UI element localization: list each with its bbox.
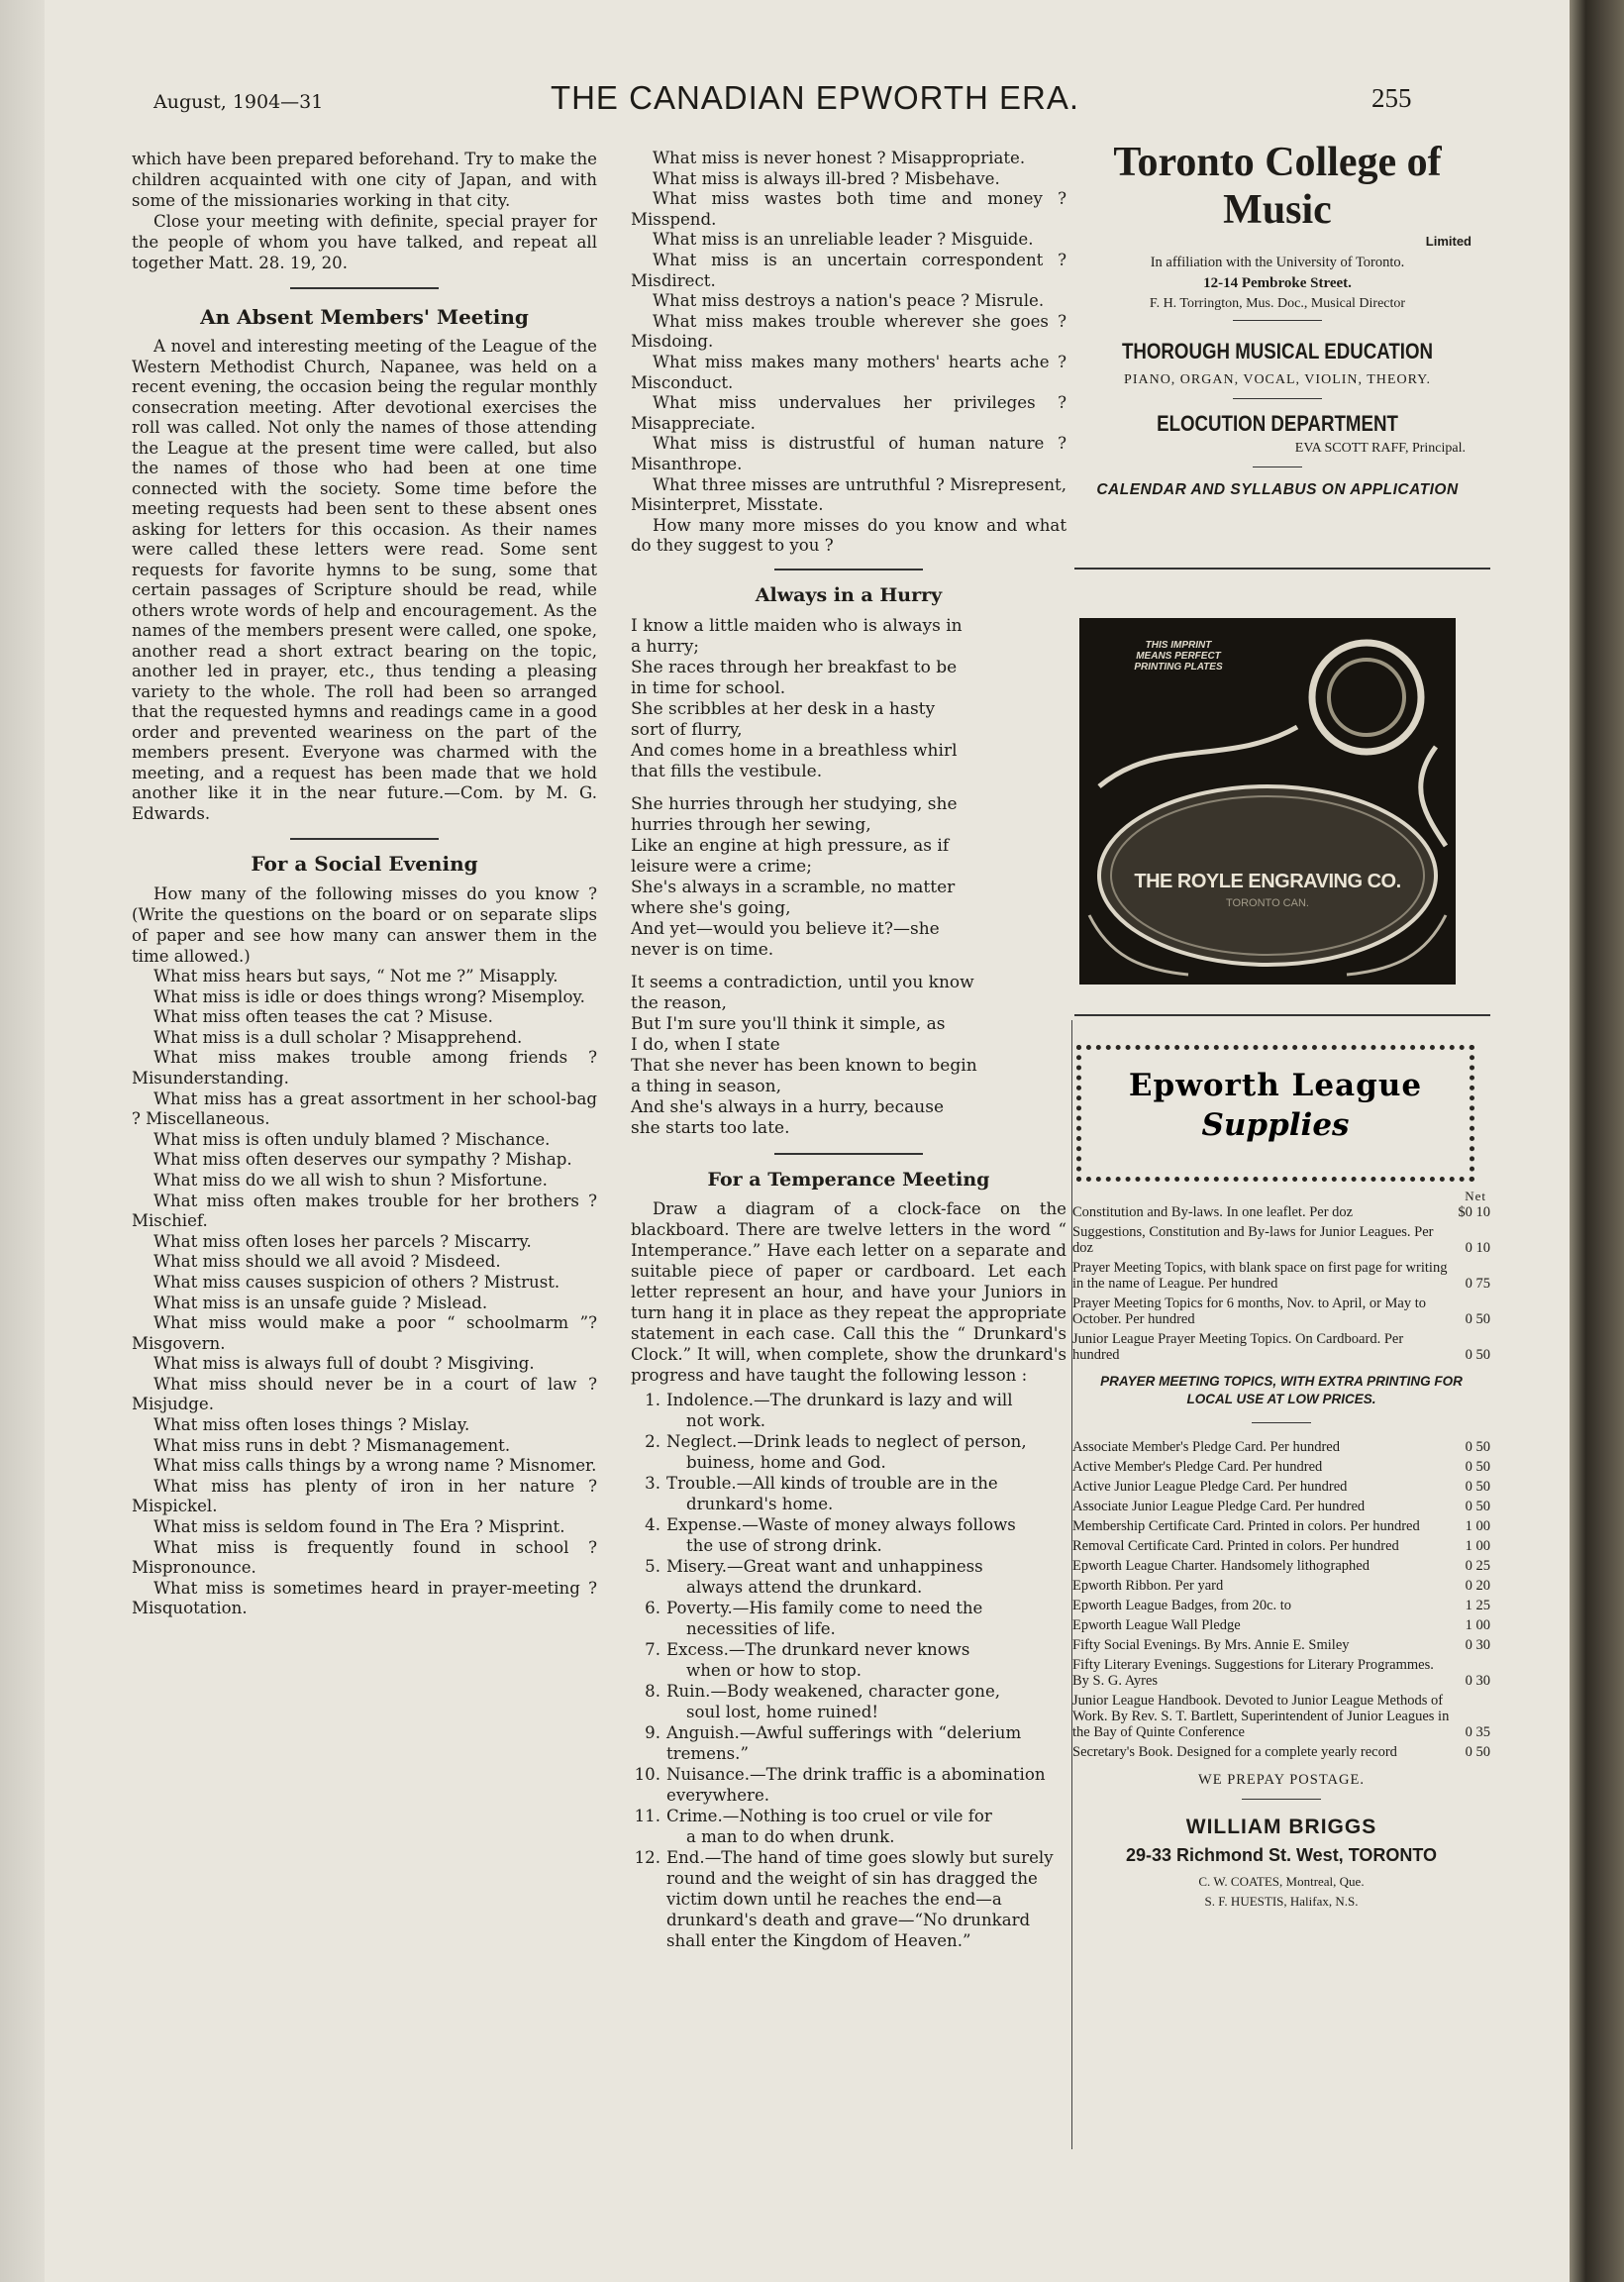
poem-line: where she's going, (631, 897, 791, 918)
clock-item (631, 1806, 1066, 1847)
clock-item-text (666, 1598, 1066, 1639)
social-questions-continued (631, 149, 1066, 557)
price-item-description: Epworth League Charter. Handsomely lithographed (1072, 1558, 1370, 1574)
clock-item (631, 1390, 1066, 1431)
poem-line: She scribbles at her desk in a hasty (631, 698, 936, 719)
poem-line: And yet—would you believe it?—she (631, 918, 940, 939)
social-question: What miss do we all wish to shun ? Misfortune. (153, 1170, 548, 1190)
price-item (1072, 1617, 1490, 1633)
toronto-college-limited: Limited (1425, 234, 1472, 249)
clock-item (631, 1681, 1066, 1722)
social-question: What miss is seldom found in The Era ? Misprint. (153, 1517, 565, 1537)
affiliation-text: In affiliation with the University of Toronto. (1150, 255, 1405, 270)
price-item-description: Associate Junior League Pledge Card. Per hundred (1072, 1499, 1366, 1514)
clock-item (631, 1847, 1066, 1951)
absent-members-heading: An Absent Members' Meeting (200, 305, 529, 329)
divider (774, 569, 923, 570)
poem-line: She races through her breakfast to be (631, 657, 958, 677)
social-question: How many more misses do you know and what do they suggest to you ? (631, 515, 1066, 556)
clock-item-number: 10. (634, 1764, 660, 1784)
social-question: What miss calls things by a wrong name ? Misnomer. (153, 1456, 597, 1476)
drunkards-clock-list (631, 1390, 1066, 1951)
price-item (1072, 1331, 1490, 1363)
poem-line: But I'm sure you'll think it simple, as (631, 1013, 946, 1034)
absent-members-body: A novel and interesting meeting of the League of the Western Methodist Church, Napanee, was held on a recent evening, the occasion being the regular monthly consecration meeting. After devotional exercises the roll was called. Not only the names of those attending the League at the present time were called, but also the names of those who had been at one time connected with the society. Some time before the meeting requests had been sent to these absent ones asking for letters for this occasion. As their names were called these letters were read. Some sent requests for favorite hymns to be sung, some that certain passages of Scripture should be read, while others wrote words of help and encouragement. As the names of the members present were called, one spoke, another read a short extract bearing on the topic, another led in prayer, etc., thus tending a pleasing variety to the whole. The roll had been so arranged that the requested hymns and readings came in a good order and prevented weariness on the part of the members present. Everyone was charmed with the meeting, and a request has been made that we hold another like it in the near future.—Com. by M. G. Edwards. (132, 337, 597, 823)
clock-item-line: Trouble.—All kinds of trouble are in the (666, 1473, 998, 1493)
price-item (1072, 1479, 1490, 1495)
price-item-description: Secretary's Book. Designed for a complete yearly record (1072, 1744, 1397, 1760)
engraving-city: TORONTO CAN. (1226, 897, 1309, 909)
price-item-description: Epworth League Wall Pledge (1072, 1617, 1241, 1633)
header-title: THE CANADIAN EPWORTH ERA. (550, 79, 1080, 116)
social-question: What miss is often unduly blamed ? Mischance. (153, 1129, 551, 1149)
price-item (1072, 1439, 1490, 1455)
poem-line: I know a little maiden who is always in (631, 615, 963, 636)
clock-item-continuation: soul lost, home ruined! (686, 1702, 879, 1721)
social-question: What miss hears but says, “ Not me ?” Misapply. (153, 967, 558, 985)
price-item-description: Associate Member's Pledge Card. Per hundred (1072, 1439, 1340, 1455)
divider (1233, 398, 1322, 399)
musical-director: F. H. Torrington, Mus. Doc., Musical Director (1149, 296, 1406, 311)
social-question: What miss causes suspicion of others ? Mistrust. (153, 1272, 560, 1292)
price-item-value: 0 50 (1465, 1459, 1490, 1475)
royle-engraving-ad (1079, 618, 1456, 985)
clock-item-line: Poverty.—His family come to need the (666, 1598, 983, 1617)
price-item (1072, 1260, 1490, 1292)
social-question: What miss often loses things ? Mislay. (153, 1415, 470, 1435)
price-item-value: 0 30 (1465, 1673, 1490, 1689)
intro-paragraph: which have been prepared beforehand. Try to make the children acquainted with one city of Japan, and with some of the missionaries working in that city. (132, 150, 597, 210)
supplies-price-list (1072, 1189, 1490, 1910)
clock-item-text (666, 1514, 1066, 1556)
divider (290, 287, 439, 289)
social-question: What miss undervalues her privileges ? Misappreciate. (631, 393, 1066, 433)
engraving-ornament (1079, 618, 1456, 985)
price-item-description: Active Member's Pledge Card. Per hundred (1072, 1459, 1323, 1475)
clock-item (631, 1473, 1066, 1514)
clock-item-continuation: always attend the drunkard. (686, 1577, 923, 1597)
clock-item-number: 9. (645, 1722, 660, 1742)
clock-item-text (666, 1473, 1066, 1514)
price-item-description: Suggestions, Constitution and By-laws for Junior Leagues. Per doz (1072, 1224, 1434, 1256)
temperance-intro: Draw a diagram of a clock-face on the blackboard. There are twelve letters in the word “ Intemperance.” Have each letter on a separate and suitable piece of paper or cardboard. Let each letter represent an hour, and have your Juniors in turn hang it in place as they repeat the appropriate statement in each case. Call this the “ Drunkard's Clock.” It will, when complete, show the drunkard's progress and have taught the following lesson : (631, 1198, 1066, 1385)
social-question: What miss makes many mothers' hearts ache ? Misconduct. (631, 352, 1066, 392)
header-date: August, 1904—31 (153, 91, 324, 113)
elocution-department: ELOCUTION DEPARTMENT (1157, 411, 1398, 436)
clock-item-text (666, 1847, 1066, 1951)
social-question: What miss makes trouble wherever she goes ? Misdoing. (631, 311, 1066, 352)
social-question: What miss is an unsafe guide ? Mislead. (153, 1293, 488, 1312)
price-item (1072, 1657, 1490, 1689)
clock-item-line: Misery.—Great want and unhappiness (666, 1556, 983, 1576)
price-item-value: 0 35 (1465, 1724, 1490, 1740)
price-item-value: 0 20 (1465, 1578, 1490, 1594)
clock-item-text (666, 1390, 1066, 1431)
price-item-value: $0 10 (1458, 1204, 1490, 1220)
briggs-address: 29-33 Richmond St. West, TORONTO (1125, 1845, 1438, 1865)
poem-line: never is on time. (631, 939, 774, 960)
price-item-value: 0 50 (1465, 1347, 1490, 1363)
social-question: What miss is an uncertain correspondent ? Misdirect. (631, 250, 1066, 290)
divider (1242, 1799, 1321, 1800)
divider (774, 1153, 923, 1155)
clock-item-number: 4. (645, 1514, 660, 1534)
clock-item-text (666, 1431, 1066, 1473)
price-item (1072, 1459, 1490, 1475)
price-item (1072, 1296, 1490, 1327)
college-address: 12-14 Pembroke Street. (1203, 275, 1352, 291)
divider (290, 838, 439, 840)
column-1 (132, 149, 597, 1619)
social-question: What miss destroys a nation's peace ? Misrule. (653, 291, 1045, 311)
social-question: What miss is sometimes heard in prayer-meeting ? Misquotation. (132, 1578, 597, 1618)
column-2 (631, 149, 1066, 1951)
clock-item-continuation: drunkard's home. (686, 1494, 834, 1513)
price-item-description: Fifty Literary Evenings. Suggestions for Literary Programmes. By S. G. Ayres (1072, 1657, 1434, 1689)
price-item-value: 0 50 (1465, 1744, 1490, 1760)
clock-item (631, 1764, 1066, 1806)
poem-line: I do, when I state (631, 1034, 780, 1055)
social-question: What miss has a great assortment in her school-bag ? Miscellaneous. (132, 1089, 597, 1129)
social-question: What miss is always ill-bred ? Misbehave. (653, 168, 1000, 188)
thorough-musical-education: THOROUGH MUSICAL EDUCATION (1121, 339, 1434, 363)
price-list-b (1072, 1439, 1490, 1760)
clock-item-text (666, 1639, 1066, 1681)
clock-item-text (666, 1806, 1066, 1847)
net-label: Net (1465, 1189, 1486, 1203)
always-in-a-hurry-heading: Always in a Hurry (755, 583, 943, 606)
price-item-description: Removal Certificate Card. Printed in colors. Per hundred (1072, 1538, 1399, 1554)
price-item-value: 0 50 (1465, 1311, 1490, 1327)
social-questions-list (132, 967, 597, 1619)
social-question: What miss is idle or does things wrong? Misemploy. (153, 986, 585, 1006)
social-question: What miss should we all avoid ? Misdeed. (153, 1252, 501, 1272)
clock-item-continuation: buiness, home and God. (686, 1452, 886, 1472)
poem-line: in time for school. (631, 677, 786, 698)
clock-item-line: Nuisance.—The drink traffic is a abomination everywhere. (666, 1764, 1046, 1805)
price-item-value: 0 30 (1465, 1637, 1490, 1653)
clock-item-number: 2. (645, 1431, 660, 1451)
ad-divider-top (1074, 568, 1490, 570)
clock-item (631, 1556, 1066, 1598)
poem-line: she starts too late. (631, 1117, 790, 1138)
price-item-description: Epworth Ribbon. Per yard (1072, 1578, 1224, 1594)
social-question: What miss should never be in a court of law ? Misjudge. (132, 1374, 597, 1414)
social-question: What miss often teases the cat ? Misuse. (153, 1007, 493, 1027)
social-question: What miss often loses her parcels ? Miscarry. (153, 1231, 532, 1251)
poem-line: It seems a contradiction, until you know (631, 972, 974, 992)
coates-montreal: C. W. COATES, Montreal, Que. (1198, 1874, 1365, 1889)
divider (1233, 320, 1322, 321)
price-item-description: Prayer Meeting Topics for 6 months, Nov. to April, or May to October. Per hundred (1072, 1296, 1427, 1327)
price-item-description: Active Junior League Pledge Card. Per hundred (1072, 1479, 1348, 1495)
engraving-imprint-text: THIS IMPRINT MEANS PERFECT PRINTING PLATES (1134, 640, 1223, 673)
price-item-value: 0 10 (1465, 1240, 1490, 1256)
price-item (1072, 1204, 1490, 1220)
social-question: What miss has plenty of iron in her nature ? Mispickel. (132, 1476, 597, 1516)
poem-line: And she's always in a hurry, because (631, 1096, 945, 1117)
social-question: What miss often makes trouble for her brothers ? Mischief. (132, 1191, 597, 1231)
clock-item-continuation: when or how to stop. (686, 1660, 863, 1680)
clock-item-line: Neglect.—Drink leads to neglect of person, (666, 1431, 1027, 1451)
clock-item-text (666, 1722, 1066, 1764)
poem-line: a thing in season, (631, 1076, 782, 1096)
price-item-value: 1 00 (1465, 1518, 1490, 1534)
price-item (1072, 1538, 1490, 1554)
price-item (1072, 1558, 1490, 1574)
scan-left-margin (0, 0, 45, 2282)
social-question: What miss makes trouble among friends ? Misunderstanding. (132, 1048, 597, 1088)
price-item (1072, 1693, 1490, 1740)
poem-line: hurries through her sewing, (631, 814, 871, 835)
price-item-value: 0 75 (1465, 1276, 1490, 1292)
clock-item-continuation: a man to do when drunk. (686, 1826, 895, 1846)
price-item-value: 0 50 (1465, 1479, 1490, 1495)
social-question: What miss often deserves our sympathy ? Mishap. (153, 1150, 572, 1170)
supplies-title-line2: Supplies (1201, 1107, 1350, 1143)
clock-item-text (666, 1556, 1066, 1598)
newspaper-page (45, 0, 1570, 2282)
poem-line: And comes home in a breathless whirl (631, 740, 958, 761)
price-item (1072, 1744, 1490, 1760)
temperance-meeting-heading: For a Temperance Meeting (707, 1168, 990, 1191)
clock-item (631, 1514, 1066, 1556)
clock-item-text (666, 1681, 1066, 1722)
social-evening-intro: How many of the following misses do you know ? (Write the questions on the board or on separate slips of paper and see how many can answer them in the time allowed.) (132, 884, 597, 966)
clock-item-number: 12. (634, 1847, 660, 1867)
william-briggs: WILLIAM BRIGGS (1185, 1815, 1377, 1838)
price-item-description: Epworth League Badges, from 20c. to (1072, 1598, 1292, 1613)
poem-line: Like an engine at high pressure, as if (631, 835, 950, 856)
epworth-supplies-box (1076, 1045, 1474, 1182)
price-item-description: Prayer Meeting Topics, with blank space on first page for writing in the name of League. Per hundred (1072, 1260, 1448, 1292)
poem-line: that fills the vestibule. (631, 761, 823, 781)
poem-line: She hurries through her studying, she (631, 793, 958, 814)
prepay-postage: WE PREPAY POSTAGE. (1198, 1772, 1365, 1788)
extra-printing-note: PRAYER MEETING TOPICS, WITH EXTRA PRINTING FOR LOCAL USE AT LOW PRICES. (1100, 1374, 1463, 1406)
social-question: What miss is never honest ? Misappropriate. (653, 149, 1026, 167)
social-question: What miss wastes both time and money ? Misspend. (631, 189, 1066, 229)
price-item (1072, 1598, 1490, 1613)
toronto-college-title: Toronto College of Music (1113, 140, 1442, 233)
clock-item-number: 1. (645, 1390, 660, 1409)
price-item-description: Constitution and By-laws. In one leaflet. Per doz (1072, 1204, 1354, 1220)
clock-item (631, 1598, 1066, 1639)
poem-line: a hurry; (631, 636, 700, 657)
social-question: What miss is frequently found in school ? Mispronounce. (132, 1537, 597, 1578)
clock-item-text (666, 1764, 1066, 1806)
clock-item-line: End.—The hand of time goes slowly but surely round and the weight of sin has dragged the victim down until he reaches the end—a drunkard's death and grave—“No drunkard shall enter the Kingdom of Heaven.” (666, 1847, 1054, 1950)
clock-item-line: Excess.—The drunkard never knows (666, 1639, 970, 1659)
price-item-value: 1 00 (1465, 1617, 1490, 1633)
clock-item-continuation: not work. (686, 1410, 766, 1430)
ad-divider-mid (1074, 1014, 1490, 1016)
poem-line: leisure were a crime; (631, 856, 812, 877)
stanza-gap (631, 961, 1066, 973)
header-page-number: 255 (1371, 83, 1412, 113)
clock-item (631, 1431, 1066, 1473)
poem-line: the reason, (631, 992, 727, 1013)
clock-item-line: Indolence.—The drunkard is lazy and will (666, 1390, 1013, 1409)
social-question: What miss is always full of doubt ? Misgiving. (153, 1354, 535, 1374)
poem-line: sort of flurry, (631, 719, 743, 740)
huestis-halifax: S. F. HUESTIS, Halifax, N.S. (1204, 1894, 1359, 1909)
poem-line: That she never has been known to begin (631, 1055, 977, 1076)
price-item-description: Junior League Prayer Meeting Topics. On Cardboard. Per hundred (1072, 1331, 1404, 1363)
social-question: What miss would make a poor “ schoolmarm ”? Misgovern. (132, 1313, 597, 1353)
clock-item-continuation: necessities of life. (686, 1618, 836, 1638)
price-item (1072, 1578, 1490, 1594)
price-item (1072, 1518, 1490, 1534)
clock-item-number: 11. (634, 1806, 660, 1825)
music-subjects: PIANO, ORGAN, VOCAL, VIOLIN, THEORY. (1124, 372, 1431, 387)
clock-item (631, 1639, 1066, 1681)
price-item-value: 0 50 (1465, 1499, 1490, 1514)
clock-item-continuation: the use of strong drink. (686, 1535, 882, 1555)
divider (1252, 1422, 1311, 1423)
clock-item-line: Ruin.—Body weakened, character gone, (666, 1681, 1001, 1701)
supplies-title-line1: Epworth League (1128, 1068, 1423, 1103)
intro-paragraph-2: Close your meeting with definite, special prayer for the people of whom you have talked, and repeat all together Matt. 28. 19, 20. (132, 212, 597, 272)
clock-item (631, 1722, 1066, 1764)
price-item (1072, 1499, 1490, 1514)
clock-item-line: Anguish.—Awful sufferings with “delerium tremens.” (666, 1722, 1022, 1763)
price-item-description: Membership Certificate Card. Printed in colors. Per hundred (1072, 1518, 1420, 1534)
price-item-description: Junior League Handbook. Devoted to Junior League Methods of Work. By Rev. S. T. Bartlett, Superintendent of Junior Leagues in the Bay of Quinte Conference (1072, 1693, 1450, 1740)
poem-line: She's always in a scramble, no matter (631, 877, 956, 897)
clock-item-number: 6. (645, 1598, 660, 1617)
price-item-value: 0 25 (1465, 1558, 1490, 1574)
clock-item-number: 3. (645, 1473, 660, 1493)
engraving-company-name: THE ROYLE ENGRAVING CO. (1134, 871, 1401, 892)
clock-item-number: 5. (645, 1556, 660, 1576)
always-in-a-hurry-poem (631, 616, 1066, 1139)
social-question: What miss is a dull scholar ? Misapprehend. (153, 1027, 523, 1047)
price-item-value: 1 00 (1465, 1538, 1490, 1554)
social-question: What three misses are untruthful ? Misrepresent, Misinterpret, Misstate. (631, 474, 1066, 515)
social-question: What miss is distrustful of human nature ? Misanthrope. (631, 434, 1066, 473)
clock-item-number: 7. (645, 1639, 660, 1659)
clock-item-line: Expense.—Waste of money always follows (666, 1514, 1016, 1534)
scan-binding-edge (1570, 0, 1624, 2282)
calendar-syllabus: CALENDAR AND SYLLABUS ON APPLICATION (1096, 481, 1459, 498)
price-item (1072, 1224, 1490, 1256)
clock-item-line: Crime.—Nothing is too cruel or vile for (666, 1806, 992, 1825)
clock-item-number: 8. (645, 1681, 660, 1701)
price-item-value: 1 25 (1465, 1598, 1490, 1613)
price-item-description: Fifty Social Evenings. By Mrs. Annie E. Smiley (1072, 1637, 1350, 1653)
price-list-a (1072, 1204, 1490, 1363)
social-evening-heading: For a Social Evening (251, 852, 478, 876)
toronto-college-ad (1069, 139, 1485, 499)
price-item-value: 0 50 (1465, 1439, 1490, 1455)
elocution-principal: EVA SCOTT RAFF, Principal. (1294, 441, 1466, 456)
column-divider-right (1071, 1020, 1072, 2149)
stanza-gap (631, 782, 1066, 794)
social-question: What miss is an unreliable leader ? Misguide. (653, 230, 1034, 250)
price-item (1072, 1637, 1490, 1653)
social-question: What miss runs in debt ? Mismanagement. (153, 1435, 511, 1455)
